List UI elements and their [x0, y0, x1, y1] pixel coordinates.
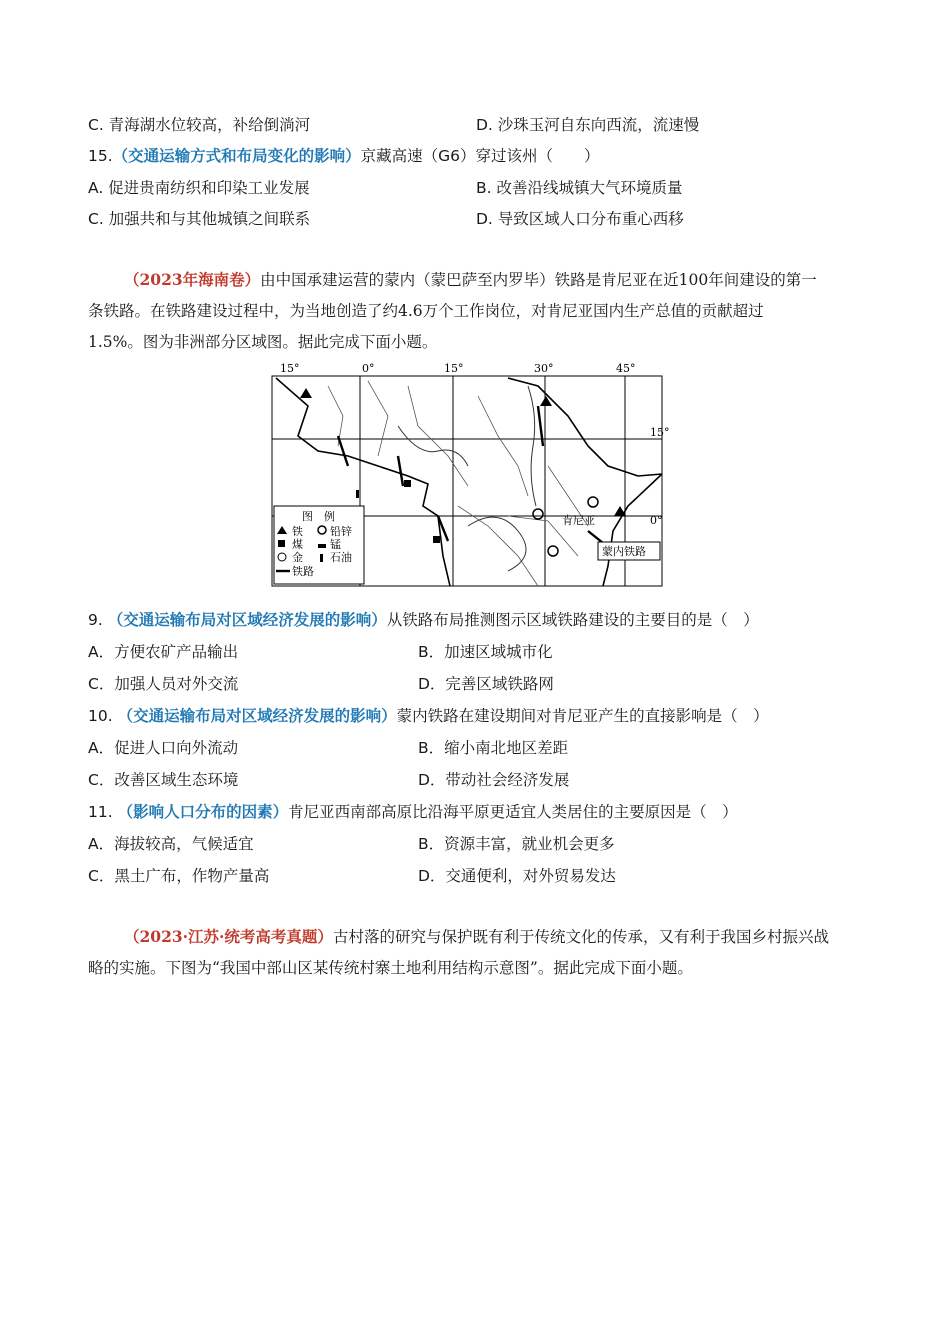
legend-coal-icon: [278, 540, 285, 547]
q14-option-d[interactable]: D. 沙珠玉河自东向西流，流速慢: [476, 116, 700, 134]
lon-label-15w: 15°: [280, 362, 300, 375]
legend-gold: 金: [292, 551, 303, 564]
q9-topic-tag: （交通运输布局对区域经济发展的影响）: [107, 611, 387, 629]
q11-option-d[interactable]: D．交通便利，对外贸易发达: [418, 867, 616, 885]
lon-label-30e: 30°: [534, 362, 554, 375]
legend-coal: 煤: [292, 538, 303, 551]
passage-hainan-line2: 条铁路。在铁路建设过程中，为当地创造了约4.6万个工作岗位，对肯尼亚国内生产总值的贡献超过: [88, 302, 764, 320]
q11-option-b[interactable]: B．资源丰富，就业机会更多: [418, 835, 615, 853]
q10-option-a[interactable]: A．促进人口向外流动: [88, 739, 239, 757]
q10-option-b[interactable]: B．缩小南北地区差距: [418, 739, 569, 757]
coal-symbol: [433, 536, 440, 543]
q14-option-c[interactable]: C. 青海湖水位较高，补给倒淌河: [88, 116, 311, 134]
lon-label-45e: 45°: [616, 362, 636, 375]
legend-oil: 石油: [330, 551, 352, 564]
coal-symbol: [404, 480, 411, 487]
legend-railway: 铁路: [292, 565, 314, 578]
q15-option-c[interactable]: C. 加强共和与其他城镇之间联系: [88, 210, 311, 228]
q9-stem: [88, 609, 759, 631]
q15-topic-tag: （交通运输方式和布局变化的影响）: [112, 147, 361, 165]
q10-number: 10.: [88, 707, 113, 725]
q10-option-d[interactable]: D．带动社会经济发展: [418, 771, 570, 789]
q10-stem: [88, 705, 769, 727]
legend-oil-icon: [320, 554, 323, 562]
q10-option-c[interactable]: C．改善区域生态环境: [88, 771, 239, 789]
passage-jiangsu: [88, 921, 864, 984]
lon-label-15e: 15°: [444, 362, 464, 375]
legend-manganese-icon: [318, 544, 326, 548]
africa-region-map: [268, 356, 670, 590]
passage-hainan-line3: 1.5%。图为非洲部分区域图。据此完成下面小题。: [88, 333, 438, 351]
q15-number: 15.: [88, 147, 113, 165]
q15-option-b[interactable]: B. 改善沿线城镇大气环境质量: [476, 179, 683, 197]
legend-title: 图 例: [302, 510, 335, 523]
q15-stem: [88, 145, 600, 167]
lon-label-0: 0°: [362, 362, 375, 375]
q10-stem-text: 蒙内铁路在建设期间对肯尼亚产生的直接影响是（ ）: [396, 707, 769, 725]
q11-topic-tag: （影响人口分布的因素）: [117, 803, 289, 821]
legend-manganese: 锰: [330, 538, 341, 551]
oil-symbol: [356, 490, 359, 498]
lat-label-15n: 15°: [650, 426, 670, 439]
kenya-label: 肯尼亚: [562, 514, 595, 527]
q9-option-d[interactable]: D．完善区域铁路网: [418, 675, 554, 693]
passage-hainan: [88, 264, 864, 358]
passage-jiangsu-source: （2023·江苏·统考高考真题）: [124, 927, 333, 946]
q11-option-a[interactable]: A．海拔较高，气候适宜: [88, 835, 254, 853]
passage-jiangsu-line1: 古村落的研究与保护既有利于传统文化的传承，又有利于我国乡村振兴战: [332, 928, 829, 946]
q11-stem-text: 肯尼亚西南部高原比沿海平原更适宜人类居住的主要原因是（ ）: [288, 803, 738, 821]
q15-option-d[interactable]: D. 导致区域人口分布重心西移: [476, 210, 684, 228]
q11-option-c[interactable]: C．黑土广布，作物产量高: [88, 867, 270, 885]
lat-label-0: 0°: [650, 514, 663, 527]
map-legend: [274, 506, 364, 584]
q15-option-a[interactable]: A. 促进贵南纺织和印染工业发展: [88, 179, 310, 197]
q10-topic-tag: （交通运输布局对区域经济发展的影响）: [117, 707, 397, 725]
passage-hainan-line1: 由中国承建运营的蒙内（蒙巴萨至内罗毕）铁路是肯尼亚在近100年间建设的第一: [260, 271, 817, 289]
q9-option-c[interactable]: C．加强人员对外交流: [88, 675, 239, 693]
legend-leadzinc: 铅锌: [330, 525, 352, 538]
q9-stem-text: 从铁路布局推测图示区域铁路建设的主要目的是（ ）: [386, 611, 759, 629]
passage-jiangsu-line2: 略的实施。下图为“我国中部山区某传统村寨土地利用结构示意图”。据此完成下面小题。: [88, 959, 693, 977]
q9-number: 9.: [88, 611, 103, 629]
q11-stem: [88, 801, 738, 823]
q11-number: 11.: [88, 803, 113, 821]
q9-option-a[interactable]: A．方便农矿产品输出: [88, 643, 239, 661]
q9-option-b[interactable]: B．加速区域城市化: [418, 643, 553, 661]
railway-label: 蒙内铁路: [602, 545, 646, 558]
legend-iron: 铁: [292, 525, 303, 538]
passage-hainan-source: （2023年海南卷）: [124, 270, 261, 289]
q15-stem-text: 京藏高速（G6）穿过该州（ ）: [360, 147, 600, 165]
